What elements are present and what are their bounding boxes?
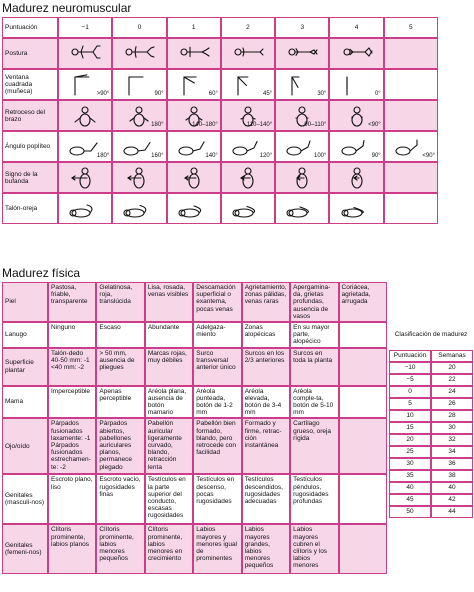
- heel-to-ear-icon: [224, 197, 272, 221]
- physical-cell: Marcas rojas, muy débiles: [145, 348, 193, 386]
- maturity-row: [389, 398, 473, 410]
- physical-sign-label: Genitales (masculi-nos): [2, 474, 48, 524]
- maturity-header-weeks: Semanas: [431, 350, 473, 362]
- physical-cell: Coriácea, agrietada, arrugada: [339, 282, 387, 322]
- maturity-row: [389, 458, 473, 470]
- heel-to-ear-icon: [332, 197, 380, 221]
- posture-figure-icon: [61, 42, 109, 66]
- physical-cell: [339, 524, 387, 574]
- physical-cell: Aréola elevada, botón de 3-4 mm: [242, 386, 290, 419]
- maturity-row: [389, 362, 473, 374]
- header-col: 5: [384, 17, 438, 38]
- neuro-cell: [58, 162, 112, 193]
- physical-sign-label: Genitales (femeni-nos): [2, 524, 48, 574]
- neuro-cell: [167, 69, 221, 100]
- maturity-cell: −5: [389, 374, 431, 386]
- neuro-cell: [384, 100, 438, 131]
- physical-cell: Surco transversal anterior único: [193, 348, 241, 386]
- neuro-cell: [112, 162, 166, 193]
- header-col: 1: [167, 17, 221, 38]
- maturity-cell: 28: [431, 410, 473, 422]
- physical-row: [2, 418, 387, 474]
- physical-cell: [339, 348, 387, 386]
- angle-label: 100°: [313, 153, 327, 159]
- angle-label: <90°: [368, 122, 381, 128]
- neuro-title: Madurez neuromuscular: [2, 1, 132, 15]
- maturity-row: [389, 374, 473, 386]
- physical-cell: Escroto plano, liso: [48, 474, 96, 524]
- header-col: 0: [112, 17, 166, 38]
- scarf-sign-icon: [61, 166, 109, 190]
- neuro-cell: [58, 131, 112, 162]
- maturity-cell: −10: [389, 362, 431, 374]
- maturity-row: [389, 434, 473, 446]
- neuro-cell: [329, 162, 383, 193]
- angle-label: 90–110°: [304, 122, 327, 128]
- scarf-sign-icon: [224, 166, 272, 190]
- maturity-cell: 10: [389, 410, 431, 422]
- neuro-cell: [167, 162, 221, 193]
- maturity-cell: 20: [431, 362, 473, 374]
- maturity-cell: 24: [431, 386, 473, 398]
- angle-label: 160°: [151, 153, 164, 159]
- physical-cell: Escaso: [96, 322, 144, 348]
- physical-cell: Escroto vacío, rugosidades finas: [96, 474, 144, 524]
- maturity-cell: 36: [431, 458, 473, 470]
- neuro-row: [2, 131, 438, 162]
- posture-figure-icon: [115, 42, 163, 66]
- physical-cell: Párpados abiertos, pabellones auriculares planos, permanece plegado: [96, 418, 144, 474]
- physical-cell: Apenas perceptible: [96, 386, 144, 419]
- maturity-cell: 45: [389, 494, 431, 506]
- neuro-cell: [221, 162, 275, 193]
- physical-sign-label: Piel: [2, 282, 48, 322]
- angle-label: 60°: [208, 91, 218, 97]
- maturity-cell: 35: [389, 470, 431, 482]
- angle-label: 180°: [96, 153, 110, 159]
- maturity-cell: 25: [389, 446, 431, 458]
- maturity-row: [389, 470, 473, 482]
- heel-to-ear-icon: [115, 197, 163, 221]
- physical-cell: Pastosa, friable, transparente: [48, 282, 96, 322]
- physical-cell: Formado y firme, retrac-ción instantánea: [242, 418, 290, 474]
- physical-cell: Testículos en la parte superior del conducto, escasas rugosidades: [145, 474, 193, 524]
- maturity-cell: 5: [389, 398, 431, 410]
- neuro-cell: [384, 131, 438, 162]
- neuro-sign-label: Retroceso del brazo: [2, 100, 58, 131]
- angle-label: 45°: [263, 91, 273, 97]
- angle-label: 30°: [317, 91, 327, 97]
- physical-cell: Clítoris prominente, labios menores en crecimiento: [145, 524, 193, 574]
- physical-cell: Aréola plana, ausencia de botón mamario: [145, 386, 193, 419]
- neuro-cell: [221, 69, 275, 100]
- neuro-cell: [112, 38, 166, 69]
- neuromuscular-table: [2, 17, 438, 224]
- maturity-cell: 22: [431, 374, 473, 386]
- heel-to-ear-icon: [61, 197, 109, 221]
- neuro-cell: [329, 100, 383, 131]
- physical-cell: Abundante: [145, 322, 193, 348]
- neuro-cell: [112, 193, 166, 224]
- physical-sign-label: Superficie plantar: [2, 348, 48, 386]
- maturity-row: [389, 494, 473, 506]
- neuro-cell: [384, 38, 438, 69]
- physical-cell: [339, 474, 387, 524]
- posture-figure-icon: [170, 42, 218, 66]
- neuro-cell: [329, 38, 383, 69]
- physical-cell: Agrietamiento, zonas pálidas, venas raras: [242, 282, 290, 322]
- arm-recoil-icon: [61, 104, 109, 128]
- neuro-cell: [384, 69, 438, 100]
- maturity-cell: 50: [389, 506, 431, 518]
- neuro-row: [2, 193, 438, 224]
- maturity-row: [389, 410, 473, 422]
- angle-label: <90°: [422, 153, 435, 159]
- neuro-cell: [221, 193, 275, 224]
- neuro-cell: [58, 193, 112, 224]
- physical-cell: > 50 mm, ausencia de pliegues: [96, 348, 144, 386]
- physical-cell: Labios mayores y menores igual de prominentes: [193, 524, 241, 574]
- physical-row: [2, 282, 387, 322]
- neuro-cell: [167, 100, 221, 131]
- posture-figure-icon: [224, 42, 272, 66]
- wrist-angle-icon: [332, 73, 380, 97]
- neuro-cell: [275, 131, 329, 162]
- physical-row: [2, 524, 387, 574]
- physical-cell: Aréola punteada, botón de 1-2 mm: [193, 386, 241, 419]
- maturity-row: [389, 386, 473, 398]
- physical-cell: Pabellón auricular ligeramente curvado, blando, retracción lenta: [145, 418, 193, 474]
- maturity-cell: 20: [389, 434, 431, 446]
- neuro-cell: [167, 193, 221, 224]
- physical-cell: Labios mayores grandes, labios menores pequeños: [242, 524, 290, 574]
- physical-sign-label: Lanugo: [2, 322, 48, 348]
- physical-cell: Testículos en descenso, pocas rugosidades: [193, 474, 241, 524]
- fisica-title: Madurez física: [2, 266, 81, 280]
- neuro-cell: [58, 38, 112, 69]
- heel-to-ear-icon: [278, 197, 326, 221]
- maturity-cell: 15: [389, 422, 431, 434]
- neuro-cell: [275, 69, 329, 100]
- physical-table: [2, 282, 387, 574]
- physical-cell: Apergamina-da, grietas profundas, ausencia de vasos: [290, 282, 338, 322]
- physical-cell: Surcos en toda la planta: [290, 348, 338, 386]
- physical-row: [2, 386, 387, 419]
- physical-row: [2, 322, 387, 348]
- neuro-cell: [58, 69, 112, 100]
- maturity-cell: 30: [389, 458, 431, 470]
- neuro-cell: [167, 131, 221, 162]
- angle-label: 90°: [371, 153, 381, 159]
- neuro-sign-label: Signo de la bufanda: [2, 162, 58, 193]
- neuro-cell: [221, 38, 275, 69]
- angle-label: >90°: [96, 91, 110, 97]
- header-col: 4: [329, 17, 383, 38]
- physical-row: [2, 348, 387, 386]
- maturity-cell: 34: [431, 446, 473, 458]
- neuro-cell: [329, 69, 383, 100]
- angle-label: 110–140°: [246, 122, 273, 128]
- physical-cell: Talón-dedo 40-50 mm: -1 <40 mm: -2: [48, 348, 96, 386]
- angle-label: 120°: [259, 153, 273, 159]
- physical-cell: Descamación superficial o exantema, pocas venas: [193, 282, 241, 322]
- neuro-cell: [275, 100, 329, 131]
- physical-cell: En su mayor parte, alopécico: [290, 322, 338, 348]
- header-col: −1: [58, 17, 112, 38]
- angle-label: 180°: [151, 122, 164, 128]
- physical-cell: [339, 386, 387, 419]
- neuro-cell: [275, 193, 329, 224]
- scarf-sign-icon: [170, 166, 218, 190]
- neuro-cell: [329, 131, 383, 162]
- maturity-cell: 26: [431, 398, 473, 410]
- scarf-sign-icon: [332, 166, 380, 190]
- physical-cell: Testículos descendidos, rugosidades adecuadas: [242, 474, 290, 524]
- physical-cell: Ninguno: [48, 322, 96, 348]
- neuro-cell: [275, 162, 329, 193]
- physical-cell: [339, 418, 387, 474]
- maturity-header-score: Puntuación: [389, 350, 431, 362]
- physical-cell: Gelatinosa, roja, translúcida: [96, 282, 144, 322]
- neuro-row: [2, 100, 438, 131]
- physical-cell: Pabellón bien formado, blando, pero retrocede con facilidad: [193, 418, 241, 474]
- maturity-cell: 40: [389, 482, 431, 494]
- maturity-cell: 42: [431, 494, 473, 506]
- neuro-sign-label: Postura: [2, 38, 58, 69]
- neuro-cell: [58, 100, 112, 131]
- neuro-cell: [221, 131, 275, 162]
- maturity-row: [389, 482, 473, 494]
- header-col: 2: [221, 17, 275, 38]
- angle-label: 90°: [154, 91, 164, 97]
- maturity-cell: 30: [431, 422, 473, 434]
- physical-cell: [339, 322, 387, 348]
- neuro-row: [2, 162, 438, 193]
- physical-cell: Cartílago grueso, oreja rígida: [290, 418, 338, 474]
- physical-cell: Adelgaza-miento: [193, 322, 241, 348]
- neuro-row: [2, 38, 438, 69]
- physical-cell: Párpados fusionados laxamente: -1 Párpados fusionados estrechamen-te: -2: [48, 418, 96, 474]
- physical-cell: Lisa, rosada, venas visibles: [145, 282, 193, 322]
- physical-cell: Imperceptible: [48, 386, 96, 419]
- posture-figure-icon: [332, 42, 380, 66]
- physical-cell: Zonas alopécicas: [242, 322, 290, 348]
- neuro-row: [2, 69, 438, 100]
- maturity-row: [389, 422, 473, 434]
- neuro-sign-label: Talón-oreja: [2, 193, 58, 224]
- maturity-table: [389, 350, 473, 518]
- physical-cell: Surcos en los 2/3 anteriores: [242, 348, 290, 386]
- neuro-cell: [329, 193, 383, 224]
- physical-cell: Aréola comple-ta, botón de 5-10 mm: [290, 386, 338, 419]
- header-col: 3: [275, 17, 329, 38]
- heel-to-ear-icon: [170, 197, 218, 221]
- header-score: Puntuación: [2, 17, 58, 38]
- maturity-cell: 44: [431, 506, 473, 518]
- neuro-cell: [112, 100, 166, 131]
- maturity-cell: 38: [431, 470, 473, 482]
- neuro-sign-label: Ventana cuadrada (muñeca): [2, 69, 58, 100]
- maturity-row: [389, 506, 473, 518]
- physical-cell: Labios mayores cubren el clítoris y los labios menores: [290, 524, 338, 574]
- scarf-sign-icon: [115, 166, 163, 190]
- maturity-row: [389, 446, 473, 458]
- angle-label: 0°: [374, 91, 381, 97]
- maturity-cell: 0: [389, 386, 431, 398]
- neuro-cell: [384, 193, 438, 224]
- scarf-sign-icon: [278, 166, 326, 190]
- maturity-cell: 40: [431, 482, 473, 494]
- angle-label: 140–180°: [192, 122, 218, 128]
- maturity-cell: 32: [431, 434, 473, 446]
- neuro-cell: [384, 162, 438, 193]
- posture-figure-icon: [278, 42, 326, 66]
- physical-sign-label: Mama: [2, 386, 48, 419]
- physical-sign-label: Ojo/oído: [2, 418, 48, 474]
- physical-cell: Testículos péndulos, rugosidades profundas: [290, 474, 338, 524]
- neuro-cell: [167, 38, 221, 69]
- angle-label: 140°: [205, 153, 218, 159]
- maturity-title: Clasificación de madurez: [394, 331, 468, 338]
- physical-row: [2, 474, 387, 524]
- physical-cell: Clítoris prominente, labios menores pequeños: [96, 524, 144, 574]
- neuro-sign-label: Ángulo poplíteo: [2, 131, 58, 162]
- neuro-cell: [112, 131, 166, 162]
- neuro-cell: [112, 69, 166, 100]
- neuro-cell: [275, 38, 329, 69]
- neuro-cell: [221, 100, 275, 131]
- physical-cell: Clítoris prominente, labios planos: [48, 524, 96, 574]
